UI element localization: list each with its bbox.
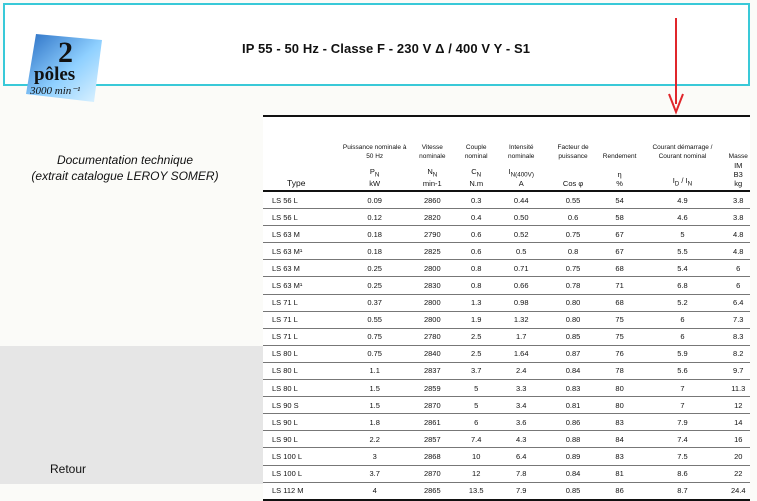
table-cell: 4 [340, 482, 409, 500]
table-cell: 9.7 [727, 362, 751, 379]
table-cell: 8.7 [638, 482, 726, 500]
table-cell: 1.5 [340, 397, 409, 414]
table-cell: 5.5 [638, 243, 726, 260]
table-cell: 0.78 [545, 277, 600, 294]
table-cell: 20 [727, 448, 751, 465]
table-cell: 0.87 [545, 345, 600, 362]
table-cell: 80 [601, 397, 639, 414]
table-cell: 10 [455, 448, 497, 465]
table-cell: 86 [601, 482, 639, 500]
table-cell: 8.2 [727, 345, 751, 362]
table-cell: 6 [638, 311, 726, 328]
table-cell: 68 [601, 260, 639, 277]
table-cell: 6 [638, 328, 726, 345]
table-cell: 3 [340, 448, 409, 465]
table-body [263, 191, 750, 500]
table-cell: 1.8 [340, 414, 409, 431]
motor-type-cell: LS 80 L [263, 362, 340, 379]
motor-type-cell: LS 71 L [263, 328, 340, 345]
table-cell: 12 [727, 397, 751, 414]
column-unit: A [518, 179, 524, 188]
column-title: Intensité nominale [508, 144, 535, 160]
table-row [263, 260, 750, 277]
table-cell: 2.4 [497, 362, 545, 379]
table-row [263, 431, 750, 448]
column-symbol: $N_N$ min-1 [409, 161, 455, 191]
table-cell: 2857 [409, 431, 455, 448]
table-cell: 7.9 [638, 414, 726, 431]
table-cell: 0.18 [340, 226, 409, 243]
table-cell: 81 [601, 465, 639, 482]
column-title: Puissance nominale à 50 Hz [342, 144, 407, 160]
table-cell: 2.5 [455, 345, 497, 362]
table-cell: 67 [601, 226, 639, 243]
table-cell: 22 [727, 465, 751, 482]
table-cell: 6 [727, 260, 751, 277]
table-cell: 1.5 [340, 380, 409, 397]
table-row [263, 209, 750, 226]
column-symbol: η % [601, 161, 639, 191]
column-symbol: $P_N$ kW [340, 161, 409, 191]
left-band-bottom [0, 346, 263, 484]
table-row [263, 294, 750, 311]
table-cell: 7.4 [455, 431, 497, 448]
speed-label: 3000 min⁻¹ [30, 85, 81, 97]
table-cell: 0.66 [497, 277, 545, 294]
table-cell: 0.37 [340, 294, 409, 311]
poles-label: pôles [34, 64, 76, 85]
column-title: Couple nominal [464, 144, 488, 160]
table-row [263, 465, 750, 482]
column-symbol: $I_D / I_N$ [672, 175, 693, 187]
table-cell: 0.6 [455, 243, 497, 260]
table-cell: 2825 [409, 243, 455, 260]
column-symbol: $I_{N(400V)}$ A [497, 161, 545, 191]
table-cell: 2800 [409, 260, 455, 277]
column-unit: % [616, 179, 623, 188]
motor-type-cell: LS 90 L [263, 414, 340, 431]
table-cell: 6 [455, 414, 497, 431]
table-cell: 0.25 [340, 277, 409, 294]
motor-type-cell: LS 80 L [263, 345, 340, 362]
motor-type-cell: LS 100 L [263, 465, 340, 482]
table-cell: 6.4 [727, 294, 751, 311]
header-symbol-row [263, 161, 750, 191]
table-cell: 68 [601, 294, 639, 311]
table-cell: 0.86 [545, 414, 600, 431]
table-cell: 0.71 [497, 260, 545, 277]
table-cell: 2780 [409, 328, 455, 345]
table-cell: 3.7 [455, 362, 497, 379]
table-cell: 7 [638, 397, 726, 414]
column-title: Courant démarrage / Courant nominal [652, 144, 713, 160]
table-cell: 16 [727, 431, 751, 448]
table-row [263, 277, 750, 294]
motor-type-cell: LS 112 M [263, 482, 340, 500]
motor-type-cell: LS 90 L [263, 431, 340, 448]
table-cell: 80 [601, 380, 639, 397]
table-cell: 2837 [409, 362, 455, 379]
table-cell: 1.64 [497, 345, 545, 362]
page-title: IP 55 - 50 Hz - Classe F - 230 V Δ / 400 V Y - S1 [242, 41, 531, 56]
table-cell: 2800 [409, 294, 455, 311]
column-unit: kW [369, 179, 381, 188]
retour-link[interactable]: Retour [50, 462, 87, 476]
table-cell: 1.3 [455, 294, 497, 311]
table-cell: 0.98 [497, 294, 545, 311]
motor-type-cell: LS 71 L [263, 311, 340, 328]
table-row [263, 380, 750, 397]
table-cell: 11.3 [727, 380, 751, 397]
table-cell: 2860 [409, 191, 455, 209]
table-cell: 0.84 [545, 465, 600, 482]
table-cell: 6.8 [638, 277, 726, 294]
table-cell: 78 [601, 362, 639, 379]
left-band-top [0, 96, 263, 346]
table-cell: 2820 [409, 209, 455, 226]
column-symbol: IM B3 kg [727, 161, 751, 191]
table-cell: 58 [601, 209, 639, 226]
table-row [263, 362, 750, 379]
table-cell: 0.55 [545, 191, 600, 209]
table-cell: 7.9 [497, 482, 545, 500]
motor-type-cell: LS 56 L [263, 191, 340, 209]
table-cell: 2861 [409, 414, 455, 431]
table-row [263, 397, 750, 414]
table-cell: 67 [601, 243, 639, 260]
table-cell: 2790 [409, 226, 455, 243]
table-cell: 0.80 [545, 311, 600, 328]
table-cell: 24.4 [727, 482, 751, 500]
column-title: Rendement [602, 153, 637, 160]
table-cell: 2865 [409, 482, 455, 500]
motor-type-cell: LS 90 S [263, 397, 340, 414]
column-title: Facteur de puissance [557, 144, 589, 160]
table-cell: 5 [455, 380, 497, 397]
table-cell: 2.5 [455, 328, 497, 345]
table-cell: 0.89 [545, 448, 600, 465]
table-cell: 0.6 [455, 226, 497, 243]
column-unit: min-1 [422, 179, 442, 188]
red-arrow-icon [668, 18, 684, 118]
table-cell: 4.6 [638, 209, 726, 226]
table-cell: 0.80 [545, 294, 600, 311]
table-cell: 3.8 [727, 191, 751, 209]
table-cell: 0.8 [455, 277, 497, 294]
table-cell: 0.75 [545, 226, 600, 243]
table-cell: 7.4 [638, 431, 726, 448]
column-symbol: $C_N$ N.m [455, 161, 497, 191]
table-cell: 2830 [409, 277, 455, 294]
column-title: Vitesse nominale [419, 144, 446, 160]
table-row [263, 311, 750, 328]
poles-badge [22, 34, 104, 104]
table-cell: 0.8 [455, 260, 497, 277]
table-cell: 71 [601, 277, 639, 294]
table-cell: 0.83 [545, 380, 600, 397]
table-cell: 4.9 [638, 191, 726, 209]
table-cell: 0.85 [545, 482, 600, 500]
table-cell: 2870 [409, 397, 455, 414]
table-cell: 0.52 [497, 226, 545, 243]
table-cell: 0.12 [340, 209, 409, 226]
table-cell: 3.7 [340, 465, 409, 482]
table-cell: 1.9 [455, 311, 497, 328]
table-cell: 3.4 [497, 397, 545, 414]
table-cell: 8.3 [727, 328, 751, 345]
table-cell: 0.55 [340, 311, 409, 328]
table-cell: 0.3 [455, 191, 497, 209]
table-cell: 0.50 [497, 209, 545, 226]
table-cell: 0.09 [340, 191, 409, 209]
table-cell: 1.1 [340, 362, 409, 379]
table-cell: 0.75 [545, 260, 600, 277]
table-cell: 5.9 [638, 345, 726, 362]
table-cell: 2.2 [340, 431, 409, 448]
table-cell: 3.3 [497, 380, 545, 397]
table-row [263, 328, 750, 345]
header-title-row [263, 116, 750, 161]
table-cell: 14 [727, 414, 751, 431]
table-cell: 75 [601, 311, 639, 328]
doc-caption [0, 152, 250, 184]
table-cell: 0.84 [545, 362, 600, 379]
motor-type-cell: LS 63 M¹ [263, 277, 340, 294]
motor-type-cell: LS 56 L [263, 209, 340, 226]
caption-line-1: Documentation technique [56, 153, 194, 167]
table-cell: 0.75 [340, 328, 409, 345]
table-row [263, 243, 750, 260]
table-cell: 4.8 [727, 226, 751, 243]
table-cell: 84 [601, 431, 639, 448]
table-row [263, 191, 750, 209]
motor-type-cell: LS 63 M¹ [263, 243, 340, 260]
table-cell: 8.6 [638, 465, 726, 482]
motor-type-cell: LS 100 L [263, 448, 340, 465]
table-cell: 7.8 [497, 465, 545, 482]
motor-type-cell: LS 63 M [263, 226, 340, 243]
table-cell: 0.75 [340, 345, 409, 362]
table-cell: 12 [455, 465, 497, 482]
motor-type-cell: LS 71 L [263, 294, 340, 311]
table-cell: 3.6 [497, 414, 545, 431]
table-cell: 83 [601, 448, 639, 465]
table-cell: 54 [601, 191, 639, 209]
table-row [263, 226, 750, 243]
table-cell: 5.6 [638, 362, 726, 379]
table-cell: 0.88 [545, 431, 600, 448]
column-unit: N.m [469, 179, 484, 188]
table-cell: 7.3 [727, 311, 751, 328]
table-cell: 2868 [409, 448, 455, 465]
motor-type-cell: LS 63 M [263, 260, 340, 277]
column-unit: kg [734, 179, 743, 188]
table-cell: 7 [638, 380, 726, 397]
table-cell: 76 [601, 345, 639, 362]
motor-type-cell: LS 80 L [263, 380, 340, 397]
table-cell: 6.4 [497, 448, 545, 465]
table-cell: 2800 [409, 311, 455, 328]
table-cell: 5.2 [638, 294, 726, 311]
table-cell: 5 [638, 226, 726, 243]
table-cell: 0.18 [340, 243, 409, 260]
table-cell: 0.44 [497, 191, 545, 209]
header-banner [3, 3, 750, 86]
table-cell: 6 [727, 277, 751, 294]
table-cell: 0.25 [340, 260, 409, 277]
poles-number: 2 [58, 36, 73, 69]
table-cell: 2870 [409, 465, 455, 482]
table-cell: 83 [601, 414, 639, 431]
column-symbol: Cos φ [562, 179, 584, 188]
table-cell: 0.85 [545, 328, 600, 345]
column-title [263, 116, 340, 161]
table-cell: 4.8 [727, 243, 751, 260]
table-cell: 0.5 [497, 243, 545, 260]
table-cell: 0.6 [545, 209, 600, 226]
column-symbol: Type [287, 178, 306, 188]
table-cell: 2840 [409, 345, 455, 362]
motor-spec-table [263, 115, 750, 501]
table-row [263, 345, 750, 362]
table-cell: 0.81 [545, 397, 600, 414]
table-row [263, 482, 750, 500]
table-cell: 5 [455, 397, 497, 414]
table-cell: 1.32 [497, 311, 545, 328]
column-title: Masse [728, 153, 748, 160]
table-cell: 5.4 [638, 260, 726, 277]
caption-line-2: (extrait catalogue LEROY SOMER) [31, 169, 219, 183]
table-cell: 13.5 [455, 482, 497, 500]
table-cell: 2859 [409, 380, 455, 397]
table-cell: 7.5 [638, 448, 726, 465]
table-cell: 0.8 [545, 243, 600, 260]
table-row [263, 448, 750, 465]
table-cell: 0.4 [455, 209, 497, 226]
table-cell: 75 [601, 328, 639, 345]
table-cell: 4.3 [497, 431, 545, 448]
table-cell: 3.8 [727, 209, 751, 226]
table-cell: 1.7 [497, 328, 545, 345]
table-row [263, 414, 750, 431]
